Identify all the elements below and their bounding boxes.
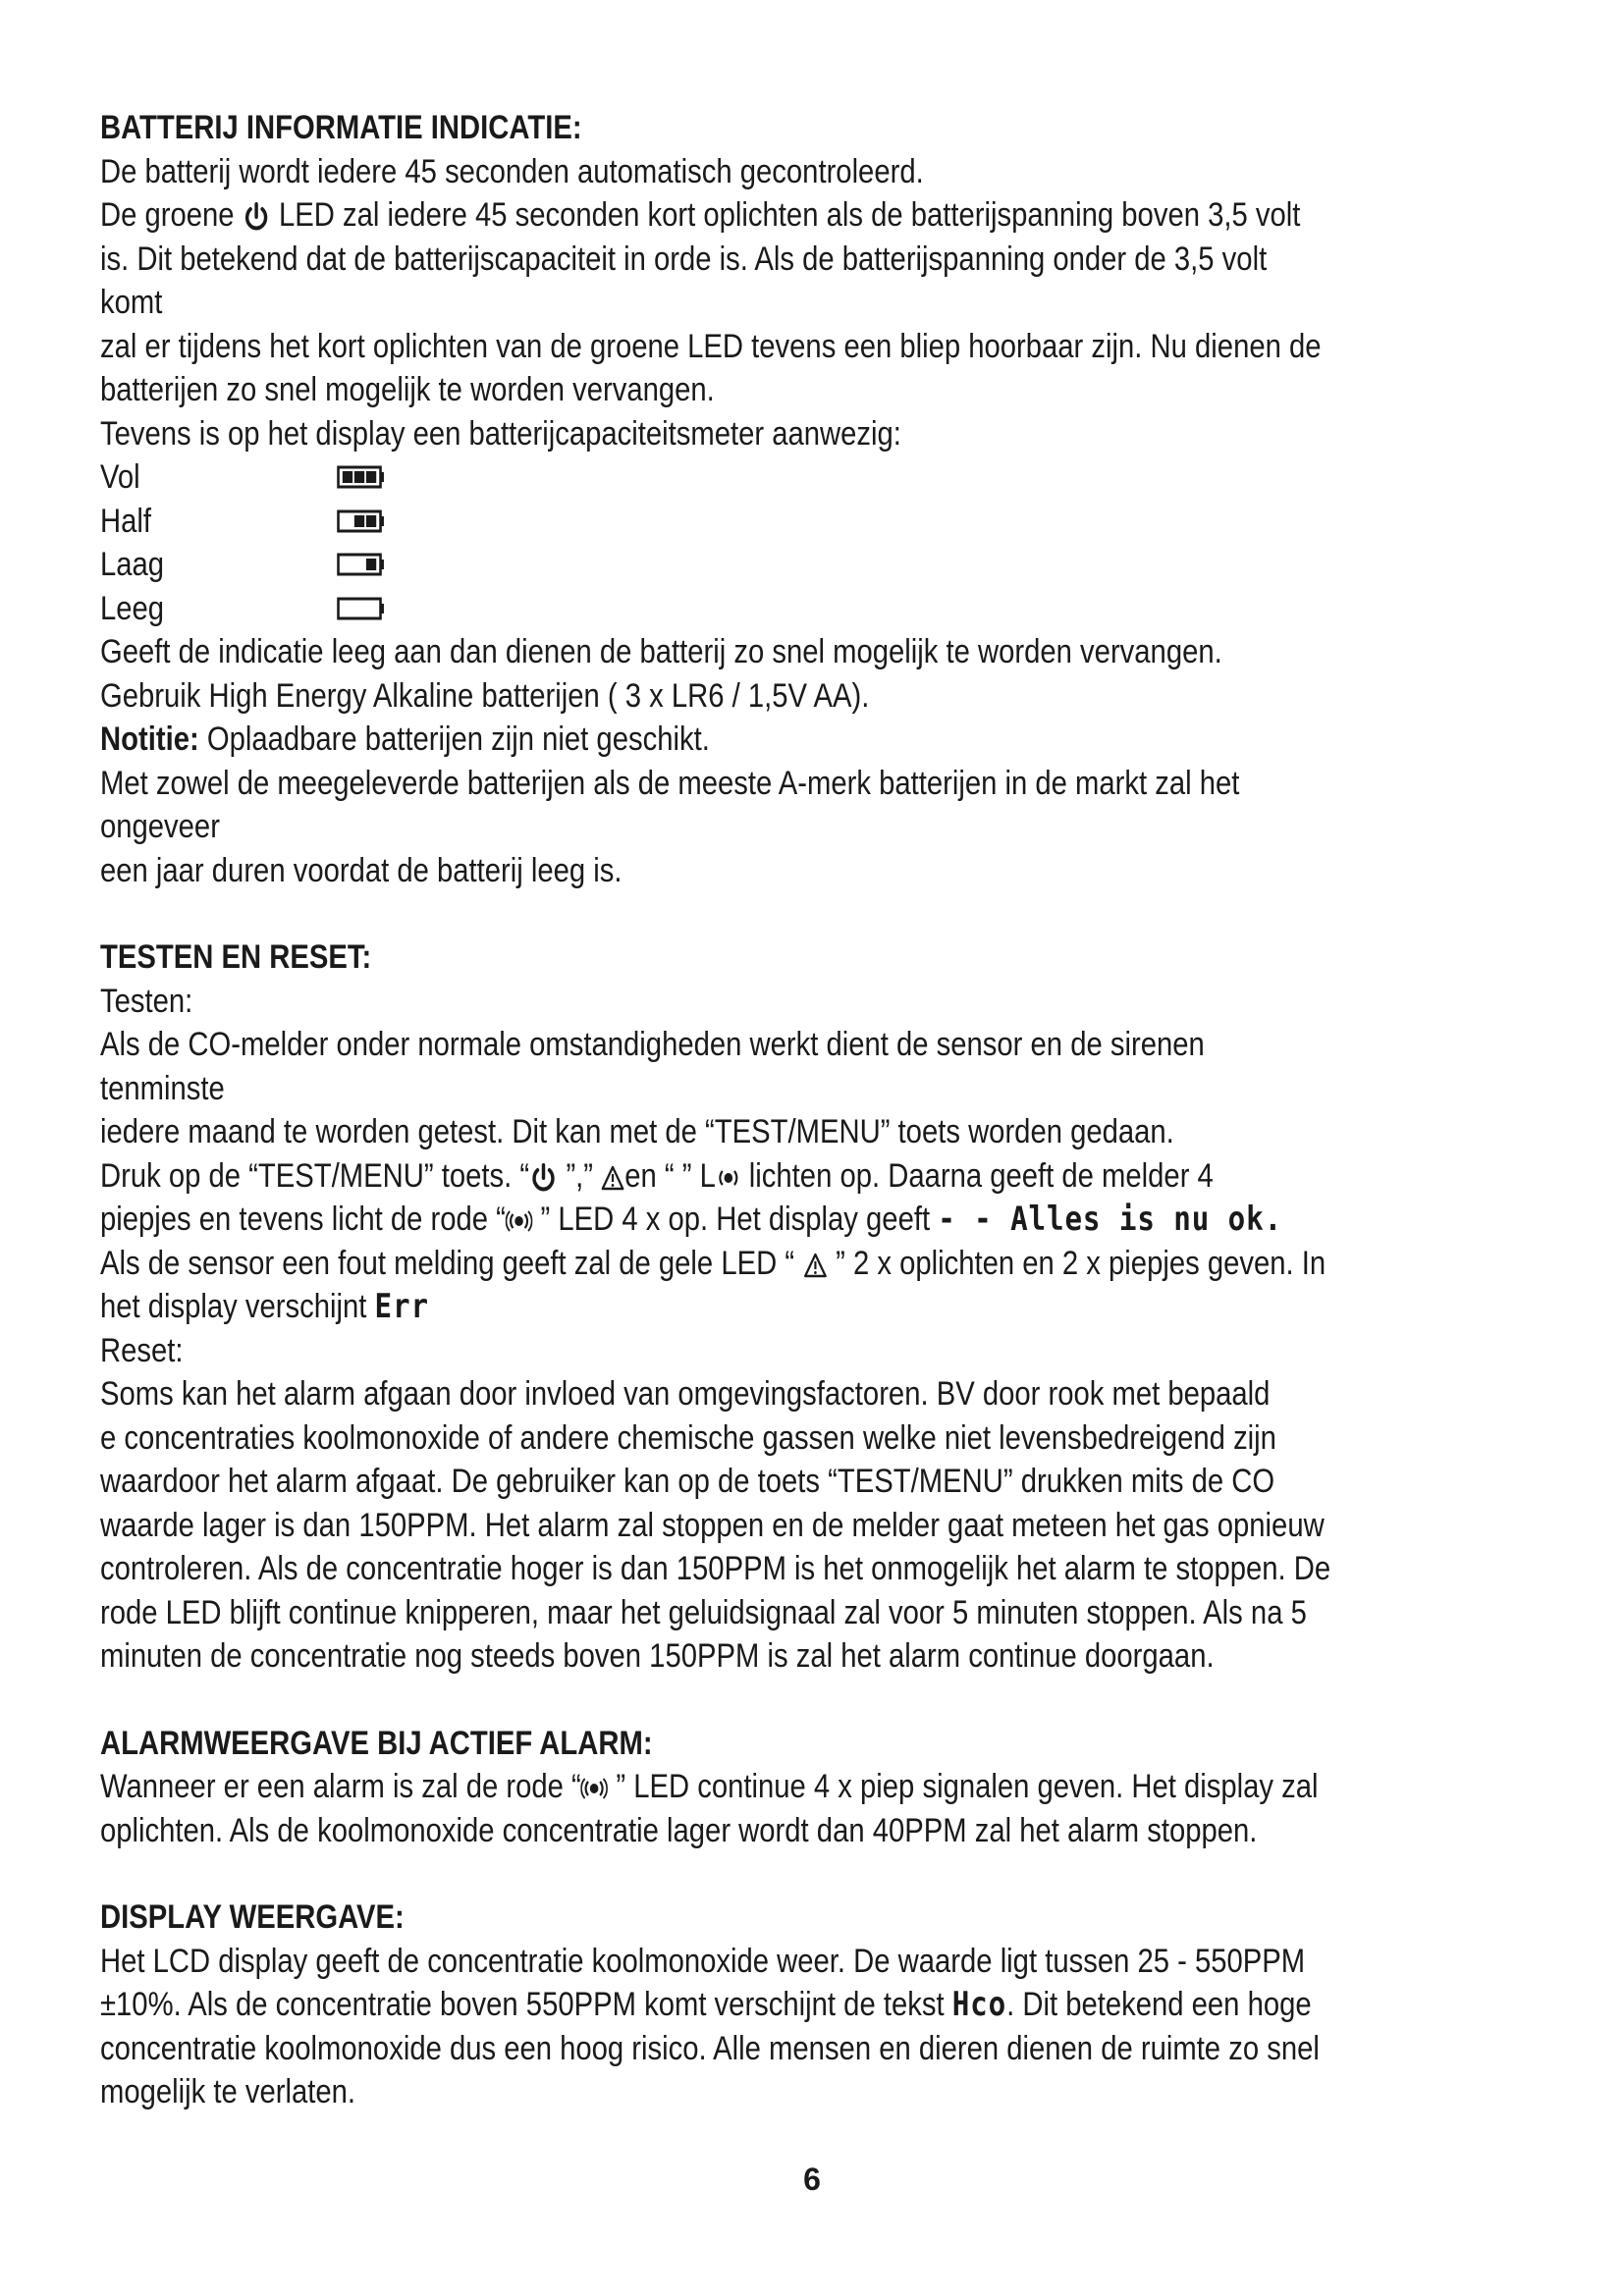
battery-level-row [100, 587, 1333, 631]
power-icon [243, 202, 271, 232]
test-t4: piepjes en tevens licht de rode “ ” LED 4 x op. Het display geeft - - Alles is nu ok. [100, 1200, 1283, 1239]
lcd-hco-text: Hco [951, 1985, 1007, 2024]
battery-level-row [100, 543, 1333, 587]
lcd-dashes-text: - - Alles is nu ok. [938, 1200, 1283, 1239]
test-t1: Als de CO-melder onder normale omstandigheden werkt dient de sensor en de sirenen tenminste [100, 1026, 1205, 1107]
note-label: Notitie: [100, 721, 199, 758]
reset-r5: controleren. Als de concentratie hoger is dan 150PPM is het onmogelijk het alarm te stoppen. De [100, 1550, 1331, 1587]
battery-p7: Geeft de indicatie leeg aan dan dienen de batterij zo snel mogelijk te worden vervangen. [100, 633, 1222, 670]
display-d4: mogelijk te verlaten. [100, 2073, 356, 2110]
battery-half-icon [337, 509, 386, 533]
battery-p10: een jaar duren voordat de batterij leeg is. [100, 851, 623, 889]
battery-full-icon [337, 465, 386, 489]
battery-level-label: Leeg [100, 589, 165, 627]
battery-low-icon [337, 553, 386, 576]
test-heading: TESTEN EN RESET: [100, 938, 372, 976]
test-t3: Druk op de “TEST/MENU” toets. “ ”,” en “ ” L lichten op. Daarna geeft de melder 4 [100, 1156, 1214, 1195]
reset-r1: Soms kan het alarm afgaan door invloed van omgevingsfactoren. BV door rook met bepaald [100, 1375, 1271, 1413]
battery-p1: De batterij wordt iedere 45 seconden automatisch gecontroleerd. [100, 152, 924, 190]
test-sub-testen: Testen: [100, 982, 193, 1020]
alarm-led-icon [716, 1164, 741, 1192]
page-number: 6 [803, 2162, 821, 2197]
alarm-led-icon [581, 1775, 609, 1802]
warning-icon [601, 1164, 624, 1192]
alarm-a1: Wanneer er een alarm is zal de rode “ ” LED continue 4 x piep signalen geven. Het display zal [100, 1768, 1319, 1805]
battery-p5: batterijen zo snel mogelijk te worden vervangen. [100, 371, 715, 408]
display-d1: Het LCD display geeft de concentratie koolmonoxide weer. De waarde ligt tussen 25 - 550PPM [100, 1942, 1306, 1980]
lcd-err-text: Err [374, 1287, 429, 1326]
battery-p2: De groene LED zal iedere 45 seconden kort oplichten als de batterijspanning boven 3,5 volt [100, 196, 1301, 234]
display-d2: ±10%. Als de concentratie boven 550PPM komt verschijnt de tekst Hco. Dit betekend een hoge [100, 1985, 1312, 2024]
battery-p8: Gebruik High Energy Alkaline batterijen ( 3 x LR6 / 1,5V AA). [100, 676, 870, 715]
battery-note: Notitie: Oplaadbare batterijen zijn niet geschikt. [100, 721, 710, 758]
battery-level-label: Laag [100, 546, 165, 583]
test-sub-reset: Reset: [100, 1331, 184, 1369]
alarm-led-icon [506, 1207, 533, 1235]
test-t2: iedere maand te worden getest. Dit kan met de “TEST/MENU” toets worden gedaan. [100, 1113, 1174, 1150]
reset-r6: rode LED blijft continue knipperen, maar het geluidsignaal zal voor 5 minuten stoppen. Als na 5 [100, 1593, 1307, 1631]
battery-empty-icon [337, 597, 386, 620]
manual-page [100, 106, 1333, 2114]
battery-level-row [100, 455, 1333, 500]
battery-heading: BATTERIJ INFORMATIE INDICATIE: [100, 109, 582, 146]
battery-p4: zal er tijdens het kort oplichten van de groene LED tevens een bliep hoorbaar zijn. Nu dienen de [100, 327, 1322, 365]
reset-r3: waardoor het alarm afgaat. De gebruiker kan op de toets “TEST/MENU” drukken mits de CO [100, 1463, 1275, 1500]
battery-level-row [100, 500, 1333, 544]
battery-p3: is. Dit betekend dat de batterijscapaciteit in orde is. Als de batterijspanning onder de 3,5 volt komt [100, 240, 1268, 321]
battery-level-label: Vol [100, 458, 140, 496]
alarm-heading: ALARMWEERGAVE BIJ ACTIEF ALARM: [100, 1724, 653, 1762]
reset-r7: minuten de concentratie nog steeds boven 150PPM is zal het alarm continue doorgaan. [100, 1637, 1215, 1675]
test-t6: het display verschijnt Err [100, 1287, 429, 1326]
battery-level-label: Half [100, 502, 152, 540]
battery-p6: Tevens is op het display een batterijcapaciteitsmeter aanwezig: [100, 414, 901, 453]
warning-icon [802, 1252, 828, 1279]
battery-p9: Met zowel de meegeleverde batterijen als de meeste A-merk batterijen in de markt zal het ongeveer [100, 764, 1240, 845]
reset-r2: e concentraties koolmonoxide of andere chemische gassen welke niet levensbedreigend zijn [100, 1418, 1276, 1457]
test-t5: Als de sensor een fout melding geeft zal de gele LED “ ” 2 x oplichten en 2 x piepjes geven. In [100, 1244, 1326, 1282]
alarm-a2: oplichten. Als de koolmonoxide concentratie lager wordt dan 40PPM zal het alarm stoppen. [100, 1811, 1258, 1849]
display-heading: DISPLAY WEERGAVE: [100, 1898, 405, 1936]
display-d3: concentratie koolmonoxide dus een hoog risico. Alle mensen en dieren dienen de ruimte zo snel [100, 2029, 1320, 2067]
power-icon [529, 1163, 558, 1193]
reset-r4: waarde lager is dan 150PPM. Het alarm zal stoppen en de melder gaat meteen het gas opnieuw [100, 1506, 1325, 1544]
